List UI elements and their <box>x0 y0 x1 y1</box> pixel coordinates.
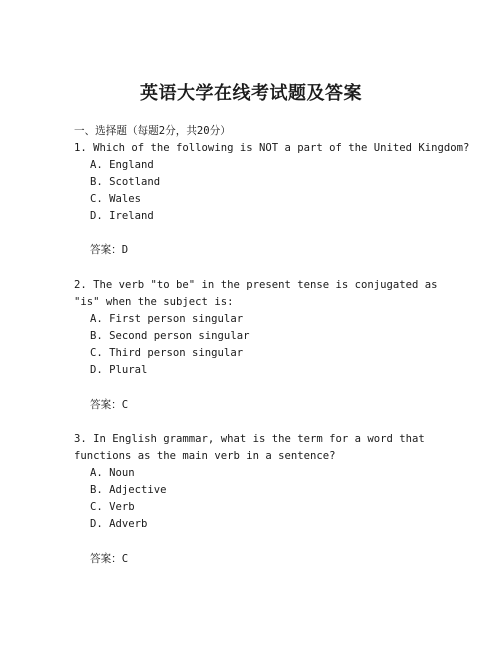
document-title: 英语大学在线考试题及答案 <box>140 83 362 104</box>
question-2-option-b: B. Second person singular <box>90 330 250 342</box>
question-3-answer: 答案：C <box>90 553 129 565</box>
question-2-stem-line-2: "is" when the subject is: <box>74 296 234 308</box>
question-3-stem-line-1: 3. In English grammar, what is the term for a word that <box>74 433 425 445</box>
section-heading: 一、选择题（每题2分，共20分） <box>74 125 231 137</box>
question-1-answer: 答案：D <box>90 244 129 256</box>
question-2-option-c: C. Third person singular <box>90 347 244 359</box>
question-1-stem: 1. Which of the following is NOT a part of the United Kingdom? <box>74 142 470 154</box>
question-3-stem-line-2: functions as the main verb in a sentence? <box>74 450 336 462</box>
question-2-option-d: D. Plural <box>90 364 148 376</box>
question-2-option-a: A. First person singular <box>90 313 244 325</box>
question-1-option-b: B. Scotland <box>90 176 161 188</box>
question-2-answer: 答案：C <box>90 399 129 411</box>
question-3-option-a: A. Noun <box>90 467 135 479</box>
question-1-option-d: D. Ireland <box>90 210 154 222</box>
question-3-option-c: C. Verb <box>90 501 135 513</box>
question-1-option-c: C. Wales <box>90 193 142 205</box>
question-3-option-d: D. Adverb <box>90 518 148 530</box>
question-2-stem-line-1: 2. The verb "to be" in the present tense is conjugated as <box>74 279 438 291</box>
question-1-option-a: A. England <box>90 159 154 171</box>
question-3-option-b: B. Adjective <box>90 484 167 496</box>
